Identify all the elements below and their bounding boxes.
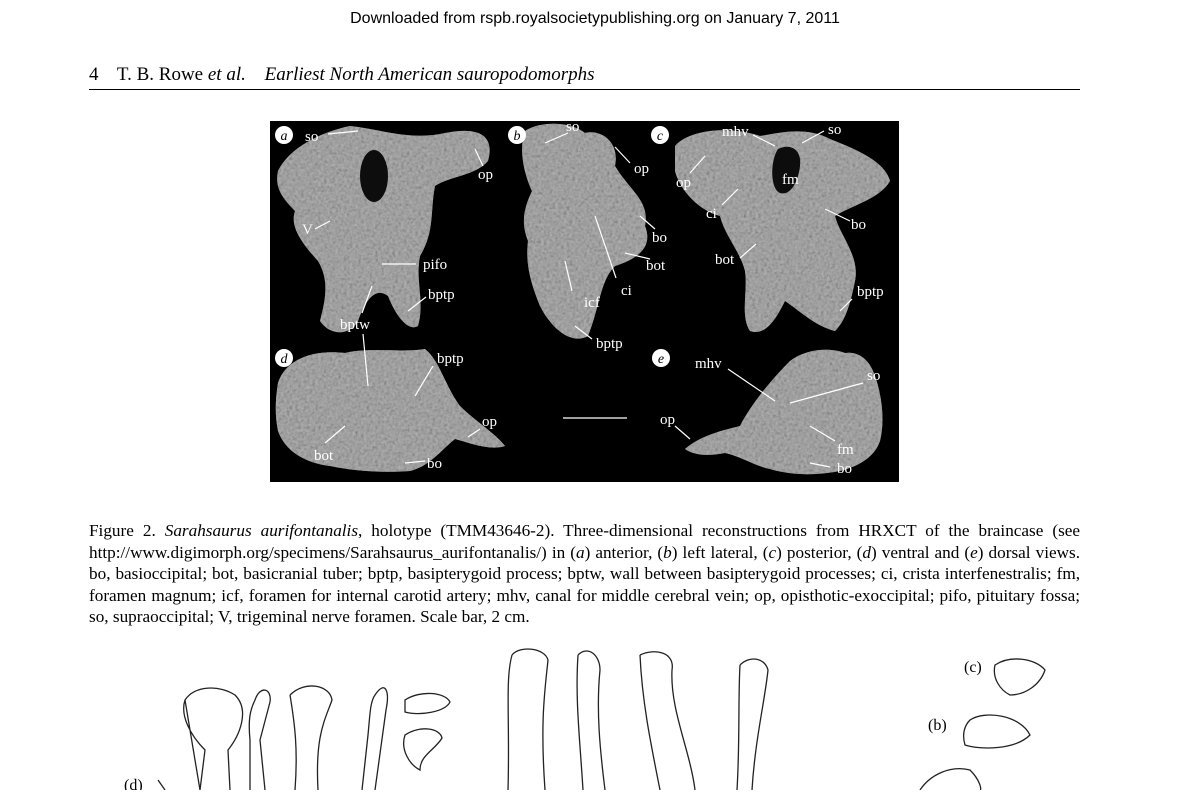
svg-text:op: op <box>478 167 493 183</box>
caption-view-d: d <box>862 542 871 562</box>
caption-text: ) left lateral, ( <box>671 542 769 562</box>
svg-text:bptp: bptp <box>857 284 884 300</box>
svg-text:mhv: mhv <box>695 356 722 372</box>
caption-text: ) dorsal views. bo, basioccipital; bot, basicranial tuber; bptp, basipterygoid process; bptw, wall between basipterygoid processes; ci, crista interfenestralis; fm, foramen magnum; icf, foramen for internal carotid artery; mhv, canal for middle cerebral vein; op, opisthotic-exoccipital; pifo, pituitary fossa; so, supraoccipital; V, trigeminal nerve foramen. Scale bar, 2 cm. <box>89 542 1081 627</box>
svg-text:bptp: bptp <box>437 351 464 367</box>
page-number: 4 <box>89 64 99 85</box>
fig3-label-b: (b) <box>928 717 947 734</box>
caption-view-c: c <box>768 542 777 562</box>
figure-3-partial <box>100 640 1100 790</box>
svg-text:bot: bot <box>715 252 735 268</box>
svg-text:op: op <box>676 175 691 191</box>
figure-2-caption <box>89 520 1080 628</box>
fig3-label-d: (d) <box>124 777 143 790</box>
caption-view-a: a <box>575 542 585 562</box>
svg-text:a: a <box>280 129 288 144</box>
short-title: Earliest North American sauropodomorphs <box>264 64 595 85</box>
et-al: et al. <box>207 64 246 85</box>
svg-text:V: V <box>302 222 313 238</box>
svg-text:so: so <box>305 129 319 145</box>
caption-label: Figure 2. <box>89 521 156 541</box>
svg-text:d: d <box>280 352 288 367</box>
svg-text:op: op <box>634 161 649 177</box>
figure-2-image <box>270 121 899 482</box>
svg-text:icf: icf <box>584 295 600 311</box>
svg-text:bot: bot <box>646 258 666 274</box>
svg-text:op: op <box>482 414 497 430</box>
bone-view-d <box>276 349 505 472</box>
caption-species: Sarahsaurus aurifontanalis <box>164 521 359 541</box>
caption-text: ) ventral and ( <box>871 542 971 562</box>
caption-view-b: b <box>663 542 672 562</box>
svg-text:e: e <box>657 352 665 367</box>
svg-text:b: b <box>513 129 521 144</box>
svg-text:ci: ci <box>621 283 632 299</box>
caption-text: ) posterior, ( <box>776 542 863 562</box>
svg-text:fm: fm <box>837 442 854 458</box>
svg-text:pifo: pifo <box>423 257 448 273</box>
svg-text:bptw: bptw <box>340 317 370 333</box>
svg-text:mhv: mhv <box>722 124 749 140</box>
svg-text:bo: bo <box>652 230 667 246</box>
caption-text: , holotype (TMM43646-2). Three-dimensional reconstructions from HRXCT of the braincase (see http://www.digimorph.org/specimens/Sarahsaurus_aurifontanalis/) in ( <box>89 521 1081 562</box>
svg-text:op: op <box>660 412 675 428</box>
caption-view-e: e <box>970 542 978 562</box>
running-head <box>89 64 1080 90</box>
authors: T. B. Rowe <box>116 64 204 85</box>
svg-text:ci: ci <box>706 206 717 222</box>
svg-text:bo: bo <box>427 456 442 472</box>
caption-text: ) anterior, ( <box>584 542 664 562</box>
svg-text:bptp: bptp <box>596 336 623 352</box>
svg-text:bo: bo <box>851 217 866 233</box>
svg-text:so: so <box>566 121 580 135</box>
svg-text:bptp: bptp <box>428 287 455 303</box>
svg-text:so: so <box>867 368 881 384</box>
svg-text:c: c <box>656 129 664 144</box>
fig3-label-c: (c) <box>964 659 982 676</box>
svg-text:so: so <box>828 122 842 138</box>
svg-text:fm: fm <box>782 172 799 188</box>
svg-text:bot: bot <box>314 448 334 464</box>
svg-text:bo: bo <box>837 461 852 477</box>
download-notice: Downloaded from rspb.royalsocietypublishing.org on January 7, 2011 <box>350 10 840 27</box>
